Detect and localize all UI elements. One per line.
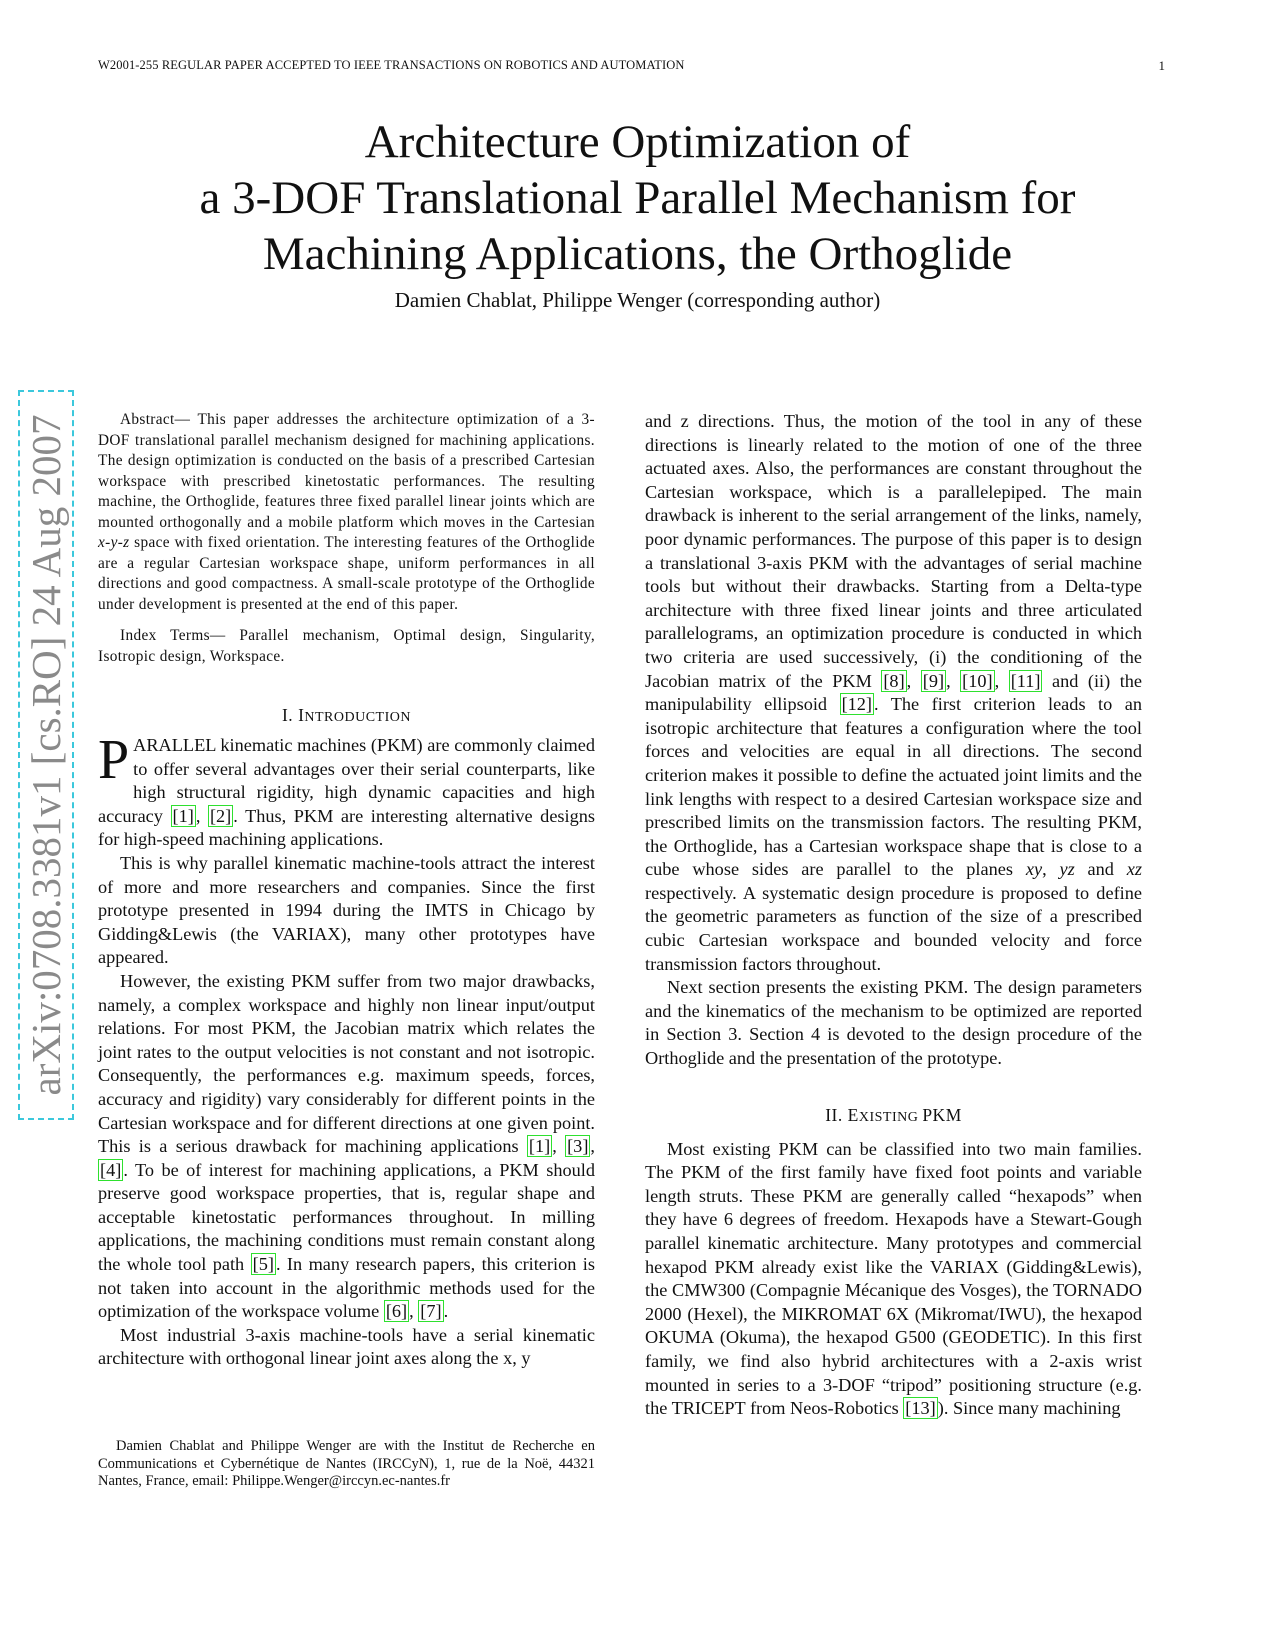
arxiv-stamp-text: arXiv:0708.3381v1 [cs.RO] 24 Aug 2007 [23,414,69,1096]
citation-link-5[interactable]: [5] [252,1254,274,1275]
drop-cap: P [98,729,130,791]
citation-link-12[interactable]: [12] [841,694,873,715]
citation-link-7[interactable]: [7] [420,1301,442,1322]
existing-pkm-paragraph-1: Most existing PKM can be classified into two main families. The PKM of the first family have fixed foot points and variable length struts. These PKM are generally called “hexapods” when they have 6 degrees of freedom. Hexapods have a Stewart-Gough parallel kinematic architecture. Many prototypes and commercial hexapod PKM already exist like the VARIAX (Gidding&Lewis), the CMW300 (Compagnie Mécanique des Vosges), the TORNADO 2000 (Hexel), the MIKROMAT 6X (Mikromat/IWU), the hexapod OKUMA (Okuma), the hexapod G500 (GEODETIC). In this first family, we find also hybrid architectures with a 2-axis wrist mounted in series to a 3-DOF “tripod” positioning structure (e.g. the TRICEPT from Neos-Robotics [13] ). Since many machining [645,1138,1142,1419]
left-column [98,410,595,1371]
citation-link-10[interactable]: [10] [962,670,993,691]
intro-paragraph-2: This is why parallel kinematic machine-tools attract the interest of more and more researchers and companies. Since the first prototype presented in 1994 during the IMTS in Chicago by Gidding&Lewis (the VARIAX), many other prototypes have appeared. [98,852,595,968]
author-footnote: Damien Chablat and Philippe Wenger are with the Institut de Recherche en Communications et Cybernétique de Nantes (IRCCyN), 1, rue de la Noë, 44321 Nantes, France, email: Philippe.Wenger@irccyn.ec-nantes.fr [98,1438,595,1489]
citation-link-8[interactable]: [8] [883,670,905,691]
citation-link-1[interactable]: [1] [172,805,194,826]
index-terms: Index Terms— Parallel mechanism, Optimal design, Singularity, Isotropic design, Workspace. [98,627,595,665]
citation-link-6[interactable]: [6] [385,1301,408,1322]
citation-link-1[interactable]: [1] [528,1136,551,1157]
running-head: W2001-255 REGULAR PAPER ACCEPTED TO IEEE TRANSACTIONS ON ROBOTICS AND AUTOMATION [98,58,685,72]
intro-paragraph-6: Next section presents the existing PKM. The design parameters and the kinematics of the mechanism to be optimized are reported in Section 3. Section 4 is devoted to the design procedure of the Orthoglide and the presentation of the prototype. [645,977,1142,1069]
intro-paragraph-4: Most industrial 3-axis machine-tools have a serial kinematic architecture with orthogonal linear joint axes along the x, y [98,1324,595,1369]
section-heading-existing-pkm: II. EXISTING PKM [825,1104,962,1125]
citation-link-9[interactable]: [9] [922,670,945,691]
citation-link-13[interactable]: [13] [905,1398,936,1419]
title-line-3: Machining Applications, the Orthoglide [262,228,1013,280]
paper-title [0,114,1275,282]
title-line-1: Architecture Optimization of [364,116,911,168]
math-yz: yz [1059,859,1075,880]
citation-link-11[interactable]: [11] [1010,670,1041,691]
title-line-2: a 3-DOF Translational Parallel Mechanism for [199,172,1076,224]
arxiv-stamp-link[interactable] [18,390,74,1120]
abstract: Abstract— This paper addresses the architecture optimization of a 3-DOF translational parallel mechanism designed for machining applications. The design optimization is conducted on the basis of a prescribed Cartesian workspace with prescribed kinetostatic performances. The resulting machine, the Orthoglide, features three fixed parallel linear joints which are mounted orthogonally and a mobile platform which moves in the Cartesian x-y-z space with fixed orientation. The interesting features of the Orthoglide are a regular Cartesian workspace shape, uniform performances in all directions and good compactness. A small-scale prototype of the Orthoglide under development is presented at the end of this paper. [98,411,595,613]
section-heading-introduction: I. INTRODUCTION [281,705,411,725]
intro-paragraph-5: and z directions. Thus, the motion of the tool in any of these directions is linearly related to the motion of one of the three actuated axes. Also, the performances are constant throughout the Cartesian workspace, which is a parallelepiped. The main drawback is inherent to the serial arrangement of the links, namely, poor dynamic performances. The purpose of this paper is to design a translational 3-axis PKM with the advantages of serial machine tools but without their drawbacks. Starting from a Delta-type architecture with three fixed linear joints and three articulated parallelograms, an optimization procedure is conducted in which two criteria are used successively, (i) the conditioning of the Jacobian matrix of the PKM [8] , [9] , [10] , [11] and (ii) the manipulability ellipsoid [12] . The first criterion leads to an isotropic architecture that features a configuration where the tool forces and velocities are equal in all directions. The second criterion makes it possible to define the actuated joint limits and the link lengths with respect to a desired Cartesian workspace size and prescribed limits on the transmission factors. The resulting PKM, the Orthoglide, has a Cartesian workspace shape that is close to a cube whose sides are parallel to the planes xy, yz and xz respectively. A systematic design procedure is proposed to define the geometric parameters as function of the size of a prescribed cubic Cartesian workspace and bounded velocity and force transmission factors throughout. [645,411,1143,974]
math-xz: xz [1126,859,1142,880]
page-number: 1 [1158,58,1165,73]
math-xyz: x-y-z [98,534,130,551]
citation-link-3[interactable]: [3] [567,1136,589,1157]
citation-link-2[interactable]: [2] [209,805,232,826]
citation-link-4[interactable]: [4] [100,1159,122,1180]
intro-paragraph-3: However, the existing PKM suffer from two major drawbacks, namely, a complex workspace and highly non linear input/output relations. For most PKM, the Jacobian matrix which relates the joint rates to the output velocities is not constant and not isotropic. Consequently, the performances e.g. maximum speeds, forces, accuracy and rigidity) vary considerably for different points in the Cartesian workspace and for different directions at one given point. This is a serious drawback for machining applications [1] , [3] , [4] . To be of interest for machining applications, a PKM should preserve good workspace properties, that is, regular shape and acceptable kinetostatic performances throughout. In milling applications, the machining conditions must remain constant along the whole tool path [5] . In many research papers, this criterion is not taken into account in the algorithmic methods used for the optimization of the workspace volume [6] , [7] . [98,970,595,1322]
right-column [645,410,1142,1421]
authors: Damien Chablat, Philippe Wenger (corresponding author) [394,288,881,312]
intro-paragraph-1: PARALLEL kinematic machines (PKM) are commonly claimed to offer several advantages over their serial counterparts, like high structural rigidity, high dynamic capacities and high accuracy [1] , [2] . Thus, PKM are interesting alternative designs for high-speed machining applications. [98,729,596,850]
math-xy: xy [1025,859,1043,880]
